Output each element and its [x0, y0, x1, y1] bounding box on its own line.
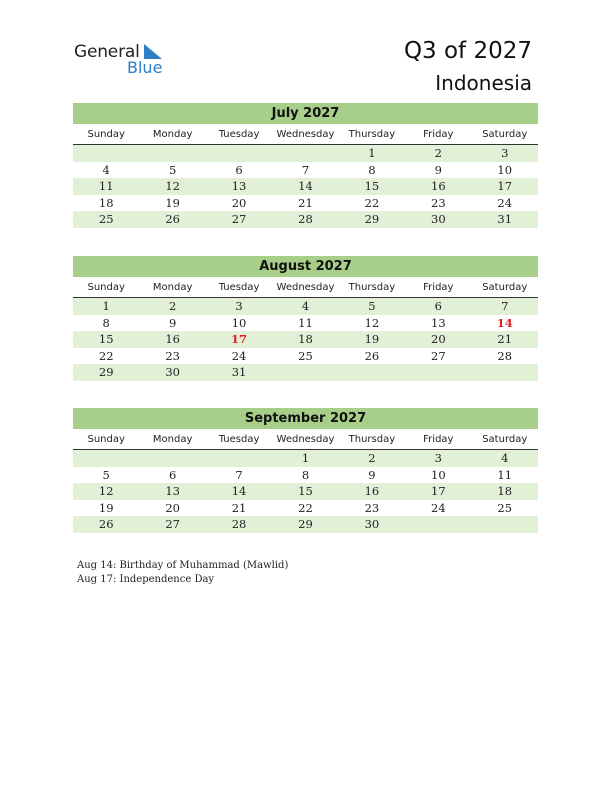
calendar-august	[73, 256, 538, 381]
date-cell: 2	[368, 451, 376, 465]
date-cell: 19	[98, 500, 114, 515]
date-cell: 2	[168, 299, 177, 313]
date-cell: 25	[497, 500, 513, 515]
page-subtitle: Indonesia	[435, 71, 532, 95]
date-cell: 15	[298, 484, 313, 498]
week-row	[73, 315, 538, 332]
calendar-july	[73, 103, 538, 228]
weekday-label: Tuesday	[218, 129, 260, 140]
holiday-notes	[77, 559, 288, 587]
date-cell: 28	[497, 348, 513, 363]
date-cell: 20	[231, 195, 247, 210]
date-cell: 5	[368, 299, 376, 313]
week-row	[73, 211, 538, 228]
holiday-date: 17	[231, 332, 248, 346]
weekday-label: Monday	[152, 129, 193, 140]
date-cell: 25	[298, 348, 313, 363]
weekday-label: Thursday	[348, 282, 396, 293]
date-cell: 18	[98, 195, 114, 210]
date-cell: 21	[231, 500, 247, 515]
date-cell: 1	[102, 299, 110, 313]
date-cell: 3	[501, 146, 509, 160]
week-row	[73, 162, 538, 179]
date-cell: 10	[231, 315, 247, 330]
weekday-header	[73, 277, 538, 298]
weekday-label: Thursday	[348, 434, 396, 445]
week-row	[73, 178, 538, 195]
weekday-label: Friday	[423, 282, 454, 293]
week-row	[73, 483, 538, 500]
date-cell: 24	[231, 348, 247, 363]
date-cell: 9	[368, 467, 376, 482]
date-cell: 8	[301, 467, 310, 482]
date-cell: 3	[235, 299, 243, 313]
weekday-label: Wednesday	[276, 129, 335, 140]
weekday-label: Monday	[152, 434, 193, 445]
date-cell	[206, 450, 272, 467]
date-cell	[139, 450, 205, 467]
week-row	[73, 364, 538, 381]
holiday-note: Aug 14: Birthday of Muhammad (Mawlid)	[77, 560, 289, 571]
date-cell: 13	[165, 484, 180, 498]
date-cell: 9	[434, 162, 442, 177]
date-cell: 14	[231, 484, 247, 498]
month-title: September 2027	[73, 408, 538, 429]
week-row	[73, 195, 538, 212]
date-cell: 24	[431, 500, 446, 515]
generalblue-logo	[74, 42, 174, 78]
weekday-label: Sunday	[87, 434, 125, 445]
date-cell: 19	[364, 332, 380, 346]
date-cell: 30	[431, 212, 446, 226]
date-cell: 17	[497, 179, 513, 193]
date-cell: 7	[301, 162, 310, 177]
date-cell: 29	[364, 212, 380, 226]
weekday-label: Tuesday	[218, 282, 260, 293]
date-cell: 31	[497, 212, 513, 226]
week-row	[73, 516, 538, 533]
weekday-label: Wednesday	[276, 434, 335, 445]
date-cell: 26	[364, 348, 380, 363]
date-cell: 18	[298, 332, 313, 346]
date-cell: 4	[102, 162, 110, 177]
date-cell: 1	[368, 146, 376, 160]
date-cell: 20	[431, 332, 446, 346]
logo-text-blue: Blue	[127, 58, 163, 77]
date-cell: 22	[98, 348, 114, 363]
date-cell: 21	[298, 195, 313, 210]
weekday-label: Saturday	[482, 129, 528, 140]
date-cell: 15	[98, 332, 114, 346]
date-cell: 23	[431, 195, 446, 210]
date-cell: 30	[165, 365, 180, 379]
date-cell: 1	[301, 451, 310, 465]
date-cell: 10	[497, 162, 513, 177]
date-cell: 11	[298, 315, 313, 330]
page-title: Q3 of 2027	[403, 38, 532, 64]
month-title: August 2027	[73, 256, 538, 277]
date-cell: 8	[368, 162, 376, 177]
weekday-label: Sunday	[87, 282, 125, 293]
date-cell: 6	[235, 162, 243, 177]
week-row	[73, 500, 538, 517]
date-cell: 5	[102, 467, 110, 482]
date-cell	[272, 145, 338, 162]
date-cell: 29	[298, 517, 313, 531]
date-cell: 5	[168, 162, 177, 177]
weekday-header	[73, 124, 538, 145]
date-cell	[472, 364, 538, 381]
date-cell	[272, 364, 338, 381]
date-cell: 6	[434, 299, 442, 313]
week-row	[73, 348, 538, 365]
weekday-header	[73, 429, 538, 450]
date-cell: 28	[231, 517, 247, 531]
date-cell: 3	[434, 451, 442, 465]
week-row	[73, 145, 538, 162]
date-cell: 23	[165, 348, 180, 363]
date-cell: 18	[497, 484, 513, 498]
date-cell: 12	[165, 179, 180, 193]
weekday-label: Wednesday	[276, 282, 335, 293]
date-cell: 7	[235, 467, 243, 482]
date-cell: 4	[301, 299, 310, 313]
date-cell: 16	[431, 179, 446, 193]
logo-text-general: General	[74, 42, 140, 62]
date-cell: 14	[298, 179, 313, 193]
date-cell: 25	[98, 212, 114, 226]
date-cell: 27	[431, 348, 446, 363]
date-cell	[405, 516, 471, 533]
date-cell: 8	[102, 315, 110, 330]
weekday-label: Thursday	[348, 129, 396, 140]
holiday-note: Aug 17: Independence Day	[77, 574, 215, 585]
date-cell: 29	[98, 365, 114, 379]
date-cell: 11	[497, 467, 513, 482]
date-cell: 26	[165, 212, 180, 226]
date-cell	[73, 145, 139, 162]
date-cell: 7	[501, 299, 509, 313]
date-cell: 13	[231, 179, 247, 193]
weekday-label: Saturday	[482, 282, 528, 293]
week-row	[73, 331, 538, 348]
calendar-september	[73, 408, 538, 533]
date-cell: 27	[231, 212, 247, 226]
date-cell: 11	[98, 179, 114, 193]
date-cell	[73, 450, 139, 467]
date-cell: 9	[168, 315, 177, 330]
month-title: July 2027	[73, 103, 538, 124]
date-cell: 20	[165, 500, 180, 515]
week-row	[73, 298, 538, 315]
date-cell: 12	[364, 315, 380, 330]
date-cell: 16	[364, 484, 380, 498]
date-cell: 21	[497, 332, 513, 346]
date-cell: 2	[434, 146, 442, 160]
date-cell: 31	[231, 365, 247, 379]
date-cell	[206, 145, 272, 162]
week-row	[73, 450, 538, 467]
date-cell	[139, 145, 205, 162]
date-cell: 30	[364, 517, 380, 531]
date-cell: 28	[298, 212, 313, 226]
date-cell: 13	[431, 315, 446, 330]
date-cell: 22	[364, 195, 380, 210]
weekday-label: Saturday	[482, 434, 528, 445]
date-cell: 23	[364, 500, 380, 515]
date-cell	[339, 364, 405, 381]
date-cell: 24	[497, 195, 513, 210]
date-cell: 4	[501, 451, 509, 465]
date-cell: 15	[364, 179, 380, 193]
date-cell	[405, 364, 471, 381]
date-cell: 26	[98, 517, 114, 531]
date-cell: 6	[168, 467, 177, 482]
weekday-label: Tuesday	[218, 434, 260, 445]
weekday-label: Friday	[423, 129, 454, 140]
week-row	[73, 467, 538, 484]
holiday-date: 14	[496, 315, 513, 330]
date-cell: 22	[298, 500, 313, 515]
date-cell	[472, 516, 538, 533]
date-cell: 16	[165, 332, 180, 346]
weekday-label: Monday	[152, 282, 193, 293]
date-cell: 17	[431, 484, 446, 498]
date-cell: 10	[431, 467, 446, 482]
weekday-label: Sunday	[87, 129, 125, 140]
date-cell: 19	[165, 195, 180, 210]
date-cell: 27	[165, 517, 180, 531]
date-cell: 12	[98, 484, 114, 498]
weekday-label: Friday	[423, 434, 454, 445]
